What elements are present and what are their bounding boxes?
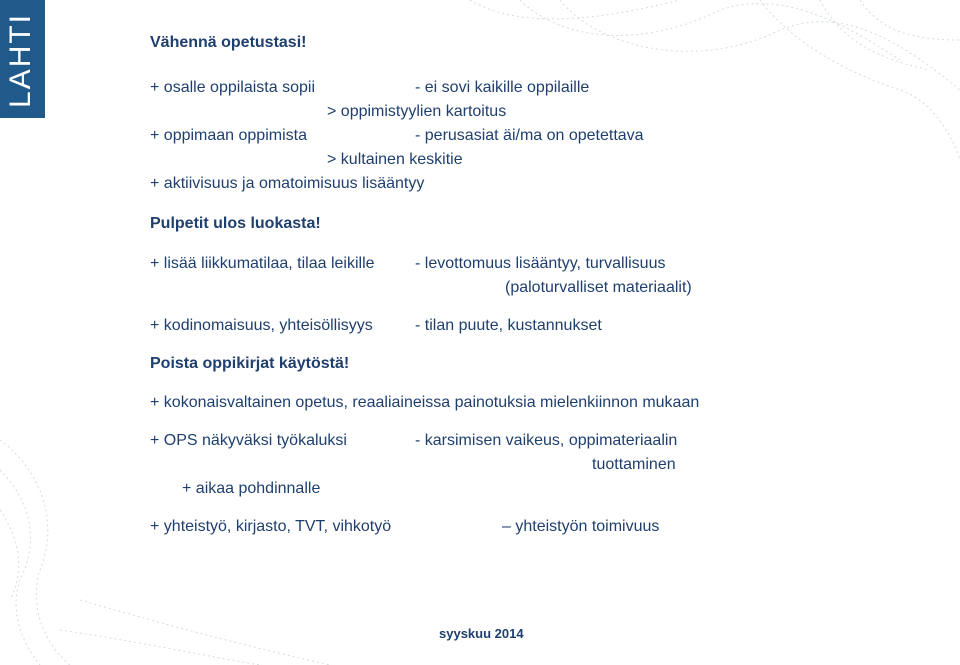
heading-desks-out: Pulpetit ulos luokasta!	[150, 215, 321, 232]
lahti-logo	[0, 0, 45, 118]
pro-item: + aikaa pohdinnalle	[182, 480, 321, 497]
con-item: – yhteistyön toimivuus	[502, 518, 660, 535]
pro-item: + aktiivisuus ja omatoimisuus lisääntyy	[150, 175, 425, 192]
logo-text: LAHTI	[4, 12, 37, 108]
pro-item: + kodinomaisuus, yhteisöllisyys	[150, 317, 373, 334]
pro-item: + kokonaisvaltainen opetus, reaaliaineissa painotuksia mielenkiinnon mukaan	[150, 394, 700, 411]
conclusion-item: > oppimistyylien kartoitus	[327, 103, 507, 120]
pro-item: + oppimaan oppimista	[150, 127, 307, 144]
pro-item: + lisää liikkumatilaa, tilaa leikille	[150, 255, 375, 272]
con-item: - karsimisen vaikeus, oppimateriaalin	[415, 432, 678, 449]
conclusion-item: > kultainen keskitie	[327, 151, 463, 168]
heading-remove-textbooks: Poista oppikirjat käytöstä!	[150, 355, 350, 372]
pro-item: + yhteistyö, kirjasto, TVT, vihkotyö	[150, 518, 392, 535]
pro-item: + OPS näkyväksi työkaluksi	[150, 432, 347, 449]
con-item-continued: (paloturvalliset materiaalit)	[505, 279, 692, 296]
pro-item: + osalle oppilaista sopii	[150, 79, 315, 96]
heading-reduce-teaching: Vähennä opetustasi!	[150, 34, 307, 51]
footer-date: syyskuu 2014	[439, 626, 524, 641]
con-item: - ei sovi kaikille oppilaille	[415, 79, 590, 96]
con-item: - levottomuus lisääntyy, turvallisuus	[415, 255, 666, 272]
con-item-continued: tuottaminen	[592, 456, 676, 473]
con-item: - tilan puute, kustannukset	[415, 317, 602, 334]
con-item: - perusasiat äi/ma on opetettava	[415, 127, 644, 144]
